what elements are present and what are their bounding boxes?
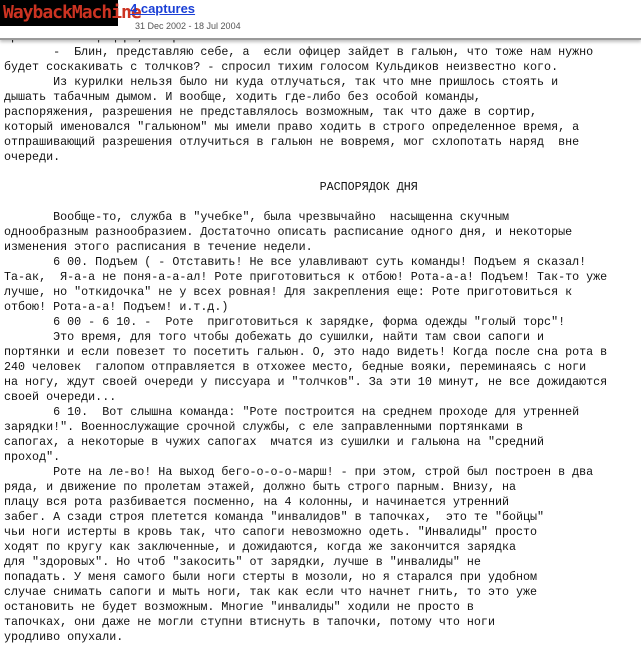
text-line: распоряжения, разрешения не представлялось возможным, так что даже в сортир, (4, 105, 538, 119)
text-line: очереди. (4, 150, 61, 164)
text-line: Вообще-то, служба в "учебке", была чрезвычайно насыщенна скучным (4, 210, 509, 224)
text-line: который именовался "гальюном" мы имели право ходить в строго определенное время, а (4, 120, 580, 134)
text-line: остановить не будет возможным. Многие "инвалиды" ходили не просто в (4, 600, 474, 614)
text-line: 6 00 - 6 10. - Роте приготовиться к зарядке, форма одежды "голый торс"! (4, 315, 566, 329)
text-line: забег. А сзади строя плетется команда "инвалидов" в тапочках, это те "бойцы" (4, 510, 545, 524)
text-line: 240 человек галопом отправляется в отхожее место, бедные вояки, переминаясь с ноги (4, 360, 587, 374)
text-line: уродливо опухали. (4, 630, 124, 644)
text-line: своей очереди... (4, 390, 117, 404)
text-line: для "здоровых". Но чтоб "закосить" от зарядки, лучше в "инвалиды" не (4, 555, 481, 569)
text-line: изменения этого расписания в течение недели. (4, 240, 313, 254)
text-line: тапочках, они даже не могли ступни втиснуть в тапочки, потому что ноги (4, 615, 495, 629)
text-line: дышать табачным дымом. И вообще, ходить где-либо без особой команды, (4, 90, 481, 104)
text-line: - Блин, представляю себе, а если офицер зайдет в гальюн, что тоже нам нужно (4, 45, 594, 59)
captures-link[interactable]: 4 captures (130, 1, 196, 16)
text-line: Та-ак, Я-а-а не поня-а-а-ал! Роте приготовиться к отбою! Рота-а-а! Подъем! Так-то уже (4, 270, 608, 284)
text-line: зарядки!". Военнослужащие срочной службы, с еле заправленными портянками в (4, 420, 524, 434)
text-line: плацу вся рота разбивается посменно, на 4 колонны, и начинается утренний (4, 495, 509, 509)
text-line: ходят по кругу как заключенные, и дожидаются, когда же закончится зарядка (4, 540, 516, 554)
text-line: проход". (4, 450, 61, 464)
text-line: 6 10. Вот слышна команда: "Роте построится на среднем проходе для утренней (4, 405, 580, 419)
text-line: случае снимать сапоги и мыть ноги, так как если что начнет гнить, то это уже (4, 585, 538, 599)
text-line: Из курилки нельзя было ни куда отлучаться, так что мне пришлось стоять и (4, 75, 559, 89)
article-text (0, 30, 641, 645)
text-line: РАСПОРЯДОК ДНЯ (4, 180, 418, 194)
text-line: отпрашивающий разрешения отлучиться в гальюн не вовремя, мог схлопотать наряд вне (4, 135, 580, 149)
wayback-toolbar (0, 0, 641, 40)
text-line: попадать. У меня самого были ноги стерты в мозоли, но я старался при удобном (4, 570, 538, 584)
text-line: Роте на ле-во! На выход бего-о-о-о-марш! - при этом, строй был построен в два (4, 465, 594, 479)
text-line: отбою! Рота-а-а! Подъем! и.т.д.) (4, 300, 229, 314)
text-line: будет соскакивать с толчков? - спросил тихим голосом Кульдиков неизвестно кого. (4, 60, 559, 74)
wayback-machine-logo[interactable] (0, 0, 141, 26)
text-line: 6 00. Подъем ( - Отставить! Не все улавливают суть команды! Подъем я сказал! (4, 255, 587, 269)
text-line: Это время, для того чтобы добежать до сушилки, найти там свои сапоги и (4, 330, 545, 344)
logo-text: WaybackMachine (3, 2, 141, 23)
text-line: портянки и если повезет то посетить гальюн. О, это надо видеть! Когда после сна рота в (4, 345, 608, 359)
text-line: на ногу, ждут своей очереди у писсуара и "толчков". За эти 10 минут, не все дожидаются (4, 375, 608, 389)
article-content (0, 30, 641, 654)
text-line: ряда, и движение по пролетам этажей, должно быть строго парным. Внизу, на (4, 480, 516, 494)
capture-date-range: 31 Dec 2002 - 18 Jul 2004 (135, 21, 241, 31)
text-line: сапогах, а некоторые в чужих сапогах мчатся из сушилки и гальюна на "средний (4, 435, 545, 449)
text-line: чьи ноги истерты в кровь так, что сапоги невозможно одеть. "Инвалиды" просто (4, 525, 538, 539)
text-line: однообразным разнообразием. Достаточно описать расписание одного дня, и некоторые (4, 225, 573, 239)
text-line: лучше, но "откидочка" не у всех ровная! Для закрепления еще: Роте приготовиться к (4, 285, 573, 299)
